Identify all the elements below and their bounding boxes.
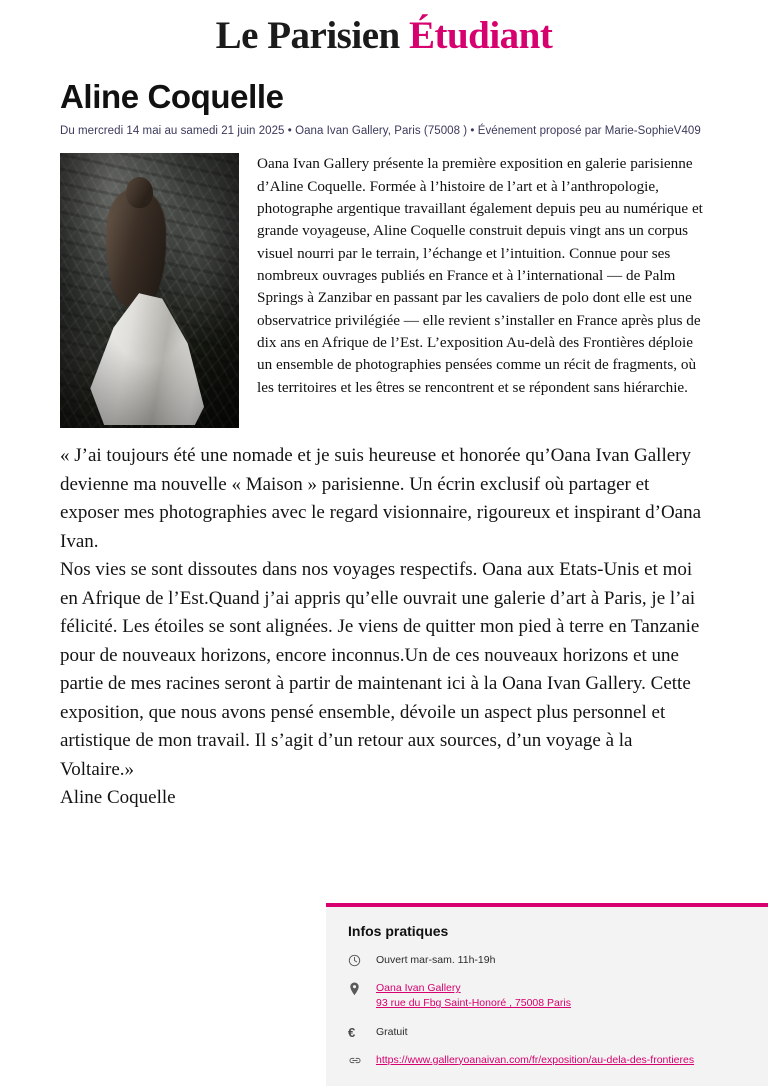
article-content bbox=[0, 79, 768, 813]
address-block bbox=[376, 981, 748, 1011]
intro-paragraph: Oana Ivan Gallery présente la première exposition en galerie parisienne d’Aline Coquelle. Formée à l’histoire de l’art et à l’anthropologie, photographe argentique travaillant également depuis peu au numérique et grande voyageuse, Aline Coquelle construit depuis vingt ans un corpus visuel nourri par le terrain, l’échange et l’intuition. Connue pour ses nombreux ouvrages publiés en France et à l’international — de Palm Springs à Zanzibar en passant par les cavaliers de polo dont elle est une observatrice privilégiée — elle revient s’installer en France après plus de dix ans en Afrique de l’Est. L’exposition Au-delà des Frontières déploie un ensemble de photographies pensées comme un récit de fragments, où les territoires et les êtres se rencontrent et se répondent sans hiérarchie. bbox=[257, 155, 703, 396]
practical-info-heading: Infos pratiques bbox=[348, 922, 449, 939]
venue-address-link[interactable]: 93 rue du Fbg Saint-Honoré , 75008 Paris bbox=[376, 997, 571, 1010]
event-metadata: Du mercredi 14 mai au samedi 21 juin 2025 • Oana Ivan Gallery, Paris (75008 ) • Événement proposé par Marie-SophieV409 bbox=[60, 125, 701, 138]
quote-paragraph-1: « J’ai toujours été une nomade et je suis heureuse et honorée qu’Oana Ivan Gallery devienne ma nouvelle « Maison » parisienne. Un écrin exclusif où partager et exposer mes photographies avec le regard visionnaire, rigoureux et inspirant d’Oana Ivan. bbox=[60, 445, 702, 552]
page-title: Aline Coquelle bbox=[60, 78, 284, 115]
logo-text-accent: Étudiant bbox=[408, 14, 553, 57]
practical-info-box bbox=[326, 903, 768, 1086]
link-icon bbox=[348, 1053, 376, 1067]
le-parisien-etudiant-logo[interactable] bbox=[216, 16, 553, 55]
logo-text-main: Le Parisien bbox=[215, 14, 409, 57]
clock-icon bbox=[348, 953, 376, 967]
info-row-website bbox=[348, 1053, 748, 1068]
location-pin-icon bbox=[348, 981, 376, 996]
venue-name-link[interactable]: Oana Ivan Gallery bbox=[376, 982, 461, 995]
article-body bbox=[60, 442, 708, 813]
info-row-price bbox=[348, 1025, 748, 1040]
info-row-address bbox=[348, 981, 748, 1011]
intro-section bbox=[60, 153, 708, 428]
euro-icon: € bbox=[348, 1024, 356, 1040]
exhibition-photo bbox=[60, 153, 239, 428]
info-row-hours bbox=[348, 953, 748, 968]
article-signature: Aline Coquelle bbox=[60, 787, 176, 809]
masthead bbox=[0, 0, 768, 61]
website-link[interactable]: https://www.galleryoanaivan.com/fr/exposition/au-dela-des-frontieres bbox=[376, 1053, 695, 1066]
photo-vignette bbox=[60, 153, 239, 428]
quote-paragraph-2: Nos vies se sont dissoutes dans nos voyages respectifs. Oana aux Etats-Unis et moi en Afrique de l’Est.Quand j’ai appris qu’elle ouvrait une galerie d’art à Paris, je l’ai félicité. Les étoiles se sont alignées. Je viens de quitter mon pied à terre en Tanzanie pour de nouveaux horizons, encore inconnus.Un de ces nouveaux horizons et une partie de mes racines seront à partir de maintenant ici à la Oana Ivan Gallery. Cette exposition, que nous avons pensé ensemble, dévoile un aspect plus personnel et artistique de mon travail. Il s’agit d’un retour aux sources, d’un voyage à la Voltaire.» bbox=[60, 559, 700, 780]
hours-text: Ouvert mar-sam. 11h-19h bbox=[376, 953, 496, 966]
price-text: Gratuit bbox=[376, 1025, 408, 1038]
